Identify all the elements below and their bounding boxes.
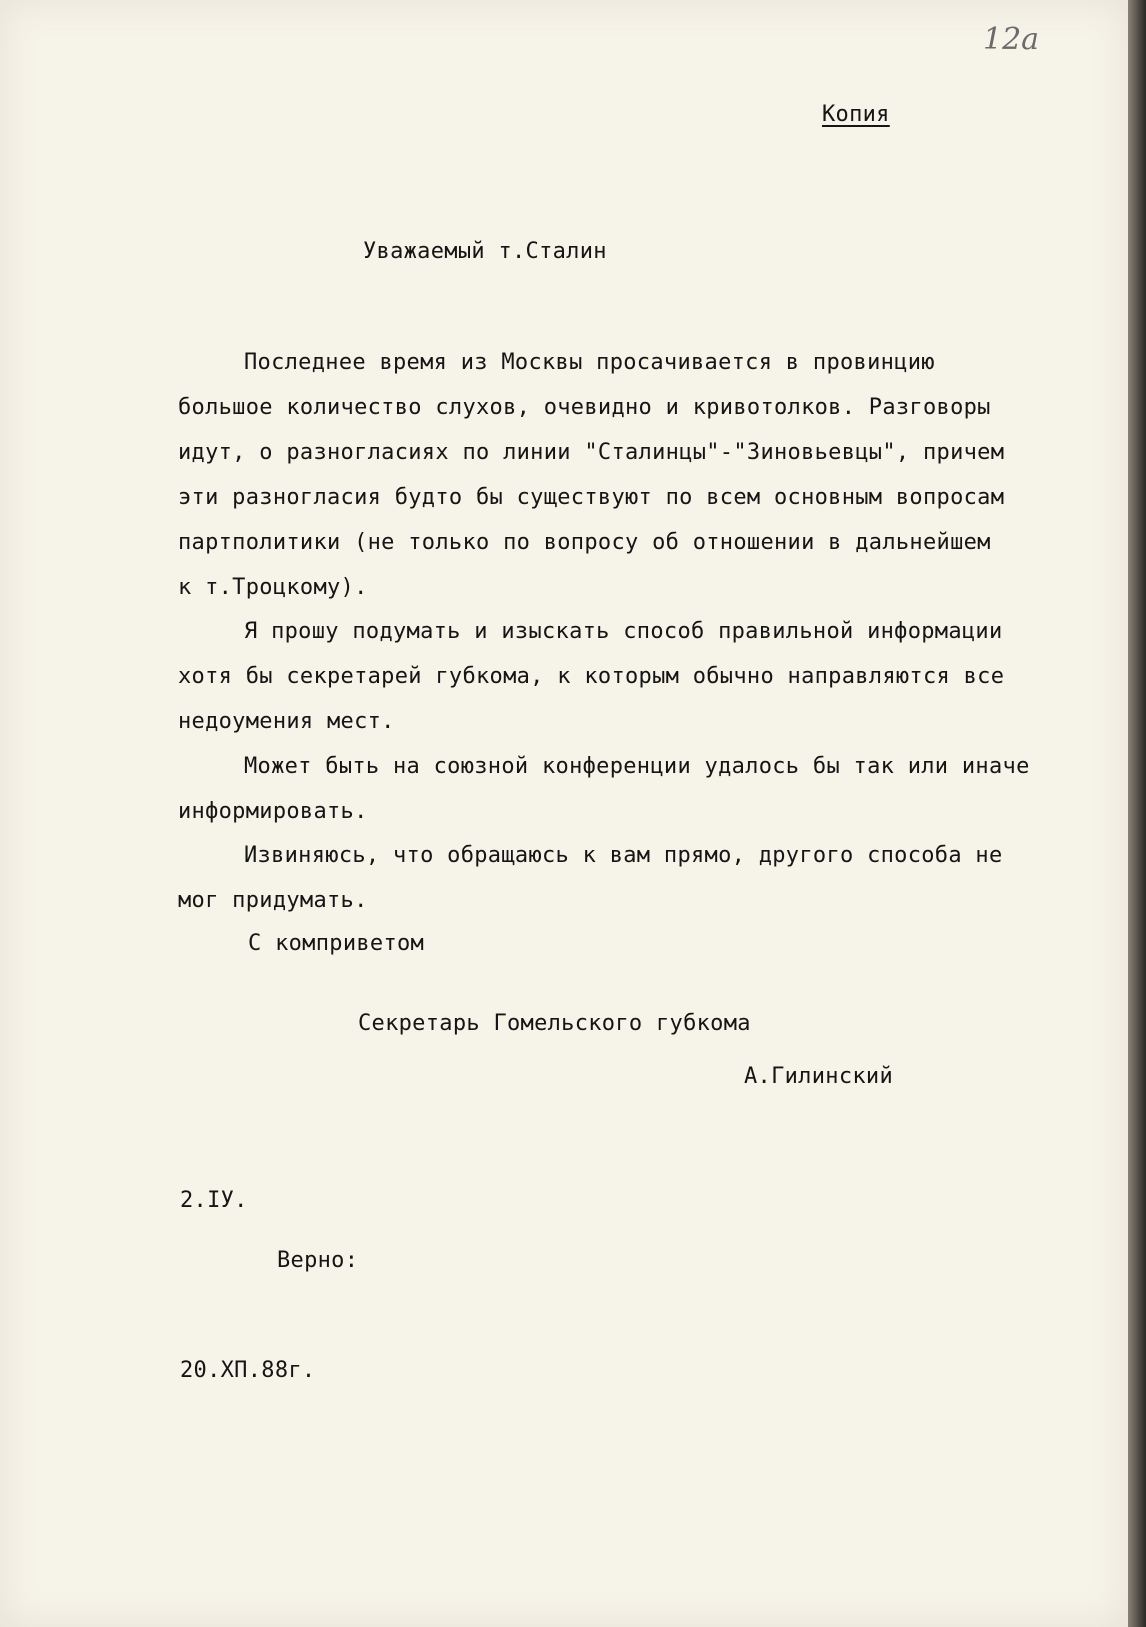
text-line: большое количество слухов, очевидно и кривотолков. Разговоры: [178, 395, 991, 420]
signature-name: А.Гилинский: [744, 1064, 893, 1089]
text-line: Извиняюсь, что обращаюсь к вам прямо, другого способа не: [244, 843, 1003, 868]
text-line: недоумения мест.: [178, 709, 395, 734]
text-line: мог придумать.: [178, 888, 368, 913]
signature-title: Секретарь Гомельского губкома: [358, 1011, 751, 1036]
salutation: Уважаемый т.Сталин: [363, 239, 607, 264]
copy-date: 20.XП.88г.: [180, 1358, 316, 1383]
text-line: идут, о разногласиях по линии "Сталинцы"-"Зиновьевцы", причем: [178, 440, 1005, 465]
page-number-handwritten: 12а: [983, 22, 1040, 57]
text-line: Я прошу подумать и изыскать способ правильной информации: [244, 619, 1003, 644]
text-line: информировать.: [178, 799, 368, 824]
text-line: эти разногласия будто бы существуют по всем основным вопросам: [178, 485, 1005, 510]
text-line: к т.Троцкому).: [178, 575, 368, 600]
copy-label: Копия: [822, 102, 890, 127]
text-line: Последнее время из Москвы просачивается в провинцию: [244, 350, 935, 375]
letter-date: 2.IУ.: [180, 1188, 248, 1213]
text-line: партполитики (не только по вопросу об отношении в дальнейшем: [178, 530, 991, 555]
page-edge-shadow: [1128, 0, 1146, 1627]
closing: С комприветом: [248, 931, 425, 956]
text-line: хотя бы секретарей губкома, к которым обычно направляются все: [178, 664, 1005, 689]
verified-label: Верно:: [277, 1248, 359, 1273]
text-line: Может быть на союзной конференции удалось бы так или иначе: [244, 754, 1030, 779]
